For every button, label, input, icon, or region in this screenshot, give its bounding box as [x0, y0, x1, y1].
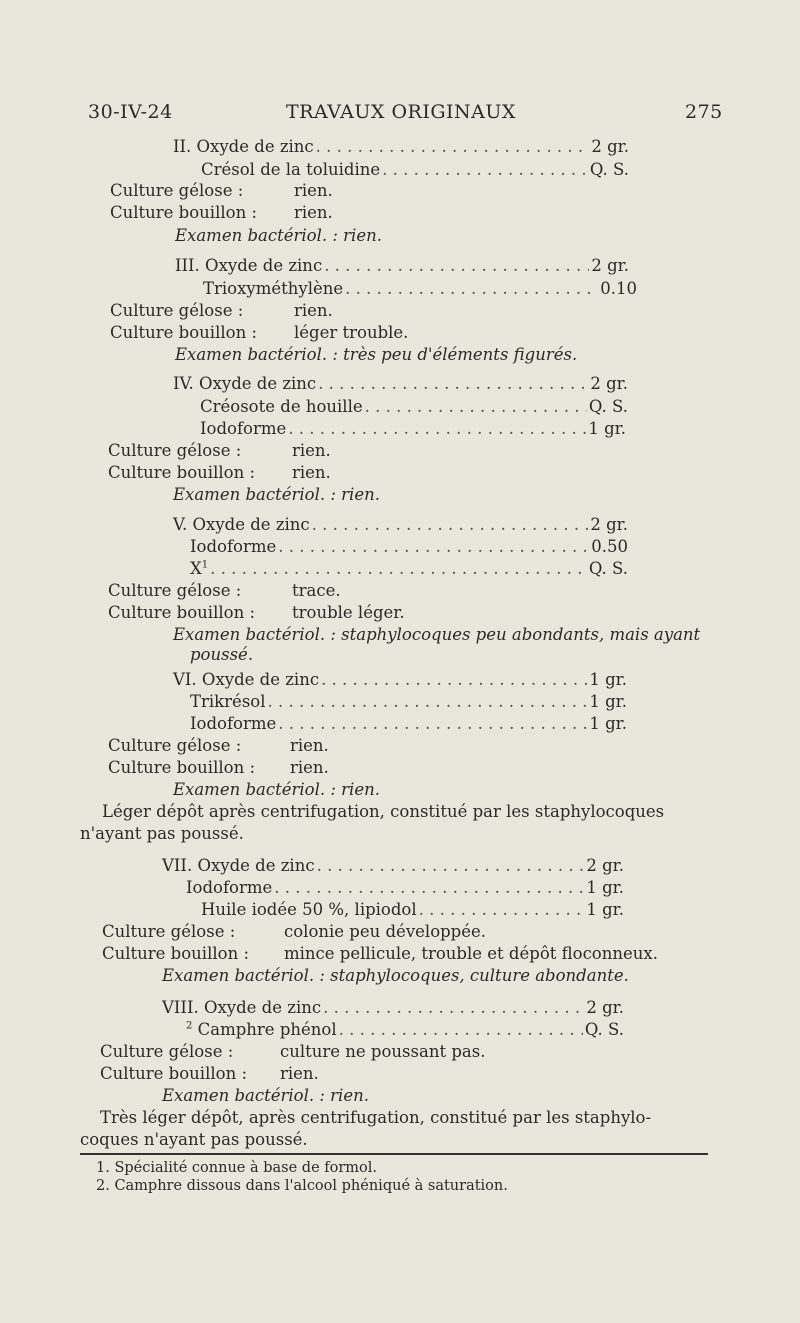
gelose-label: Culture gélose :: [108, 736, 242, 755]
ingredient-name: IV. Oxyde de zinc: [173, 374, 317, 393]
ingredient-row: [186, 878, 624, 897]
ingredient-qty: 2 gr.: [591, 137, 629, 156]
ingredient-qty: Q. S.: [588, 559, 628, 578]
ingredient-row: [200, 397, 628, 416]
gelose-label: Culture gélose :: [110, 181, 244, 200]
leader-dots: [316, 137, 590, 156]
paragraph-line: coques n'ayant pas poussé.: [80, 1130, 308, 1149]
ingredient-qty: Q. S.: [588, 397, 628, 416]
exam-line: Examen bactériol. : rien.: [173, 780, 380, 799]
ingredient-row: [190, 692, 627, 711]
leader-dots: [278, 714, 587, 733]
ingredient-name: Camphre phénol: [197, 1020, 337, 1039]
exam-line: Examen bactériol. : staphylocoques peu abondants, mais ayant: [173, 625, 701, 644]
leader-dots: [210, 559, 587, 578]
bouillon-value: léger trouble.: [294, 323, 409, 342]
leader-dots: [323, 998, 584, 1017]
bouillon-label: Culture bouillon :: [108, 603, 256, 622]
bouillon-value: rien.: [292, 463, 331, 482]
exam-line-continued: poussé.: [190, 645, 254, 664]
gelose-value: rien.: [292, 441, 331, 460]
exam-line: Examen bactériol. : rien.: [162, 1086, 369, 1105]
ingredient-row: [173, 670, 627, 689]
leader-dots: [312, 515, 589, 534]
bouillon-label: Culture bouillon :: [108, 463, 256, 482]
ingredient-name: Iodoforme: [190, 537, 277, 556]
leader-dots: [278, 537, 589, 556]
ingredient-row: [190, 559, 628, 578]
gelose-value: colonie peu développée.: [284, 922, 487, 941]
leader-dots: [339, 1020, 583, 1039]
ingredient-row: [162, 856, 624, 875]
ingredient-name: Iodoforme: [190, 714, 277, 733]
leader-dots: [419, 900, 585, 919]
leader-dots: [317, 856, 585, 875]
gelose-value: culture ne poussant pas.: [280, 1042, 486, 1061]
ingredient-qty: 1 gr.: [586, 900, 624, 919]
ingredient-row: [190, 714, 627, 733]
bouillon-label: Culture bouillon :: [108, 758, 256, 777]
ingredient-row: [201, 160, 629, 179]
ingredient-qty: 2 gr.: [591, 256, 629, 275]
ingredient-name: X: [190, 559, 202, 578]
ingredient-qty: 2 gr.: [590, 515, 628, 534]
bouillon-label: Culture bouillon :: [110, 323, 258, 342]
gelose-value: rien.: [290, 736, 329, 755]
footnote-ref: 2: [186, 1020, 193, 1032]
leader-dots: [345, 279, 598, 298]
ingredient-row: [201, 900, 624, 919]
leader-dots: [288, 419, 586, 438]
leader-dots: [324, 256, 589, 275]
leader-dots: [321, 670, 587, 689]
bouillon-value: mince pellicule, trouble et dépôt floconneux.: [284, 944, 658, 963]
gelose-value: rien.: [294, 301, 333, 320]
gelose-label: Culture gélose :: [102, 922, 236, 941]
ingredient-name: Iodoforme: [200, 419, 287, 438]
paragraph-line: Léger dépôt après centrifugation, constitué par les staphylocoques: [102, 802, 665, 821]
ingredient-row: [173, 137, 629, 156]
exam-line: Examen bactériol. : staphylocoques, culture abondante.: [162, 966, 629, 985]
ingredient-qty: 2 gr.: [590, 374, 628, 393]
ingredient-row: [173, 515, 628, 534]
paragraph-line: n'ayant pas poussé.: [80, 824, 244, 843]
bouillon-label: Culture bouillon :: [110, 203, 258, 222]
ingredient-qty: 1 gr.: [589, 692, 627, 711]
footnote-1: 1. Spécialité connue à base de formol.: [96, 1160, 378, 1176]
ingredient-qty: Q. S.: [589, 160, 629, 179]
ingredient-qty: 0.50: [591, 537, 628, 556]
gelose-value: trace.: [292, 581, 341, 600]
ingredient-name: VII. Oxyde de zinc: [162, 856, 315, 875]
bouillon-value: rien.: [280, 1064, 319, 1083]
ingredient-row: [162, 998, 624, 1017]
bouillon-label: Culture bouillon :: [102, 944, 250, 963]
gelose-label: Culture gélose :: [100, 1042, 234, 1061]
ingredient-row: [175, 256, 629, 275]
footnote-2: 2. Camphre dissous dans l'alcool phéniqué à saturation.: [96, 1178, 508, 1194]
ingredient-qty: Q. S.: [584, 1020, 624, 1039]
bouillon-value: rien.: [290, 758, 329, 777]
ingredient-name: Trikrésol: [190, 692, 266, 711]
ingredient-qty: 1 gr.: [589, 670, 627, 689]
ingredient-qty: 0.10: [600, 279, 637, 298]
gelose-label: Culture gélose :: [110, 301, 244, 320]
ingredient-qty: 1 gr.: [589, 714, 627, 733]
ingredient-name: V. Oxyde de zinc: [173, 515, 310, 534]
leader-dots: [365, 397, 587, 416]
ingredient-qty: 2 gr.: [586, 998, 624, 1017]
ingredient-name: III. Oxyde de zinc: [175, 256, 323, 275]
exam-line: Examen bactériol. : très peu d'éléments figurés.: [175, 345, 578, 364]
footnote-rule: [80, 1153, 708, 1155]
ingredient-qty: 1 gr.: [586, 878, 624, 897]
gelose-value: rien.: [294, 181, 333, 200]
gelose-label: Culture gélose :: [108, 581, 242, 600]
ingredient-name: Crésol de la toluidine: [201, 160, 381, 179]
leader-dots: [268, 692, 588, 711]
ingredient-name: VIII. Oxyde de zinc: [162, 998, 322, 1017]
exam-line: Examen bactériol. : rien.: [175, 226, 382, 245]
footnote-ref: 1: [201, 559, 209, 571]
ingredient-name: Iodoforme: [186, 878, 273, 897]
ingredient-name: Créosote de houille: [200, 397, 363, 416]
ingredient-name: Huile iodée 50 %, lipiodol: [201, 900, 417, 919]
ingredient-qty: 2 gr.: [586, 856, 624, 875]
ingredient-row: [203, 279, 637, 298]
header-title: TRAVAUX ORIGINAUX: [286, 101, 516, 123]
paragraph-line: Très léger dépôt, après centrifugation, constitué par les staphylo-: [100, 1108, 652, 1127]
leader-dots: [382, 160, 588, 179]
page-number: 275: [685, 101, 723, 123]
header-date: 30-IV-24: [88, 101, 173, 123]
leader-dots: [274, 878, 584, 897]
bouillon-label: Culture bouillon :: [100, 1064, 248, 1083]
ingredient-name: Trioxyméthylène: [203, 279, 344, 298]
leader-dots: [318, 374, 588, 393]
ingredient-row: [200, 419, 626, 438]
bouillon-value: trouble léger.: [292, 603, 405, 622]
ingredient-name: VI. Oxyde de zinc: [173, 670, 320, 689]
ingredient-row: [173, 374, 628, 393]
ingredient-row: [190, 537, 628, 556]
bouillon-value: rien.: [294, 203, 333, 222]
ingredient-row: [186, 1020, 624, 1039]
ingredient-name: II. Oxyde de zinc: [173, 137, 314, 156]
ingredient-qty: 1 gr.: [588, 419, 626, 438]
gelose-label: Culture gélose :: [108, 441, 242, 460]
exam-line: Examen bactériol. : rien.: [173, 485, 380, 504]
